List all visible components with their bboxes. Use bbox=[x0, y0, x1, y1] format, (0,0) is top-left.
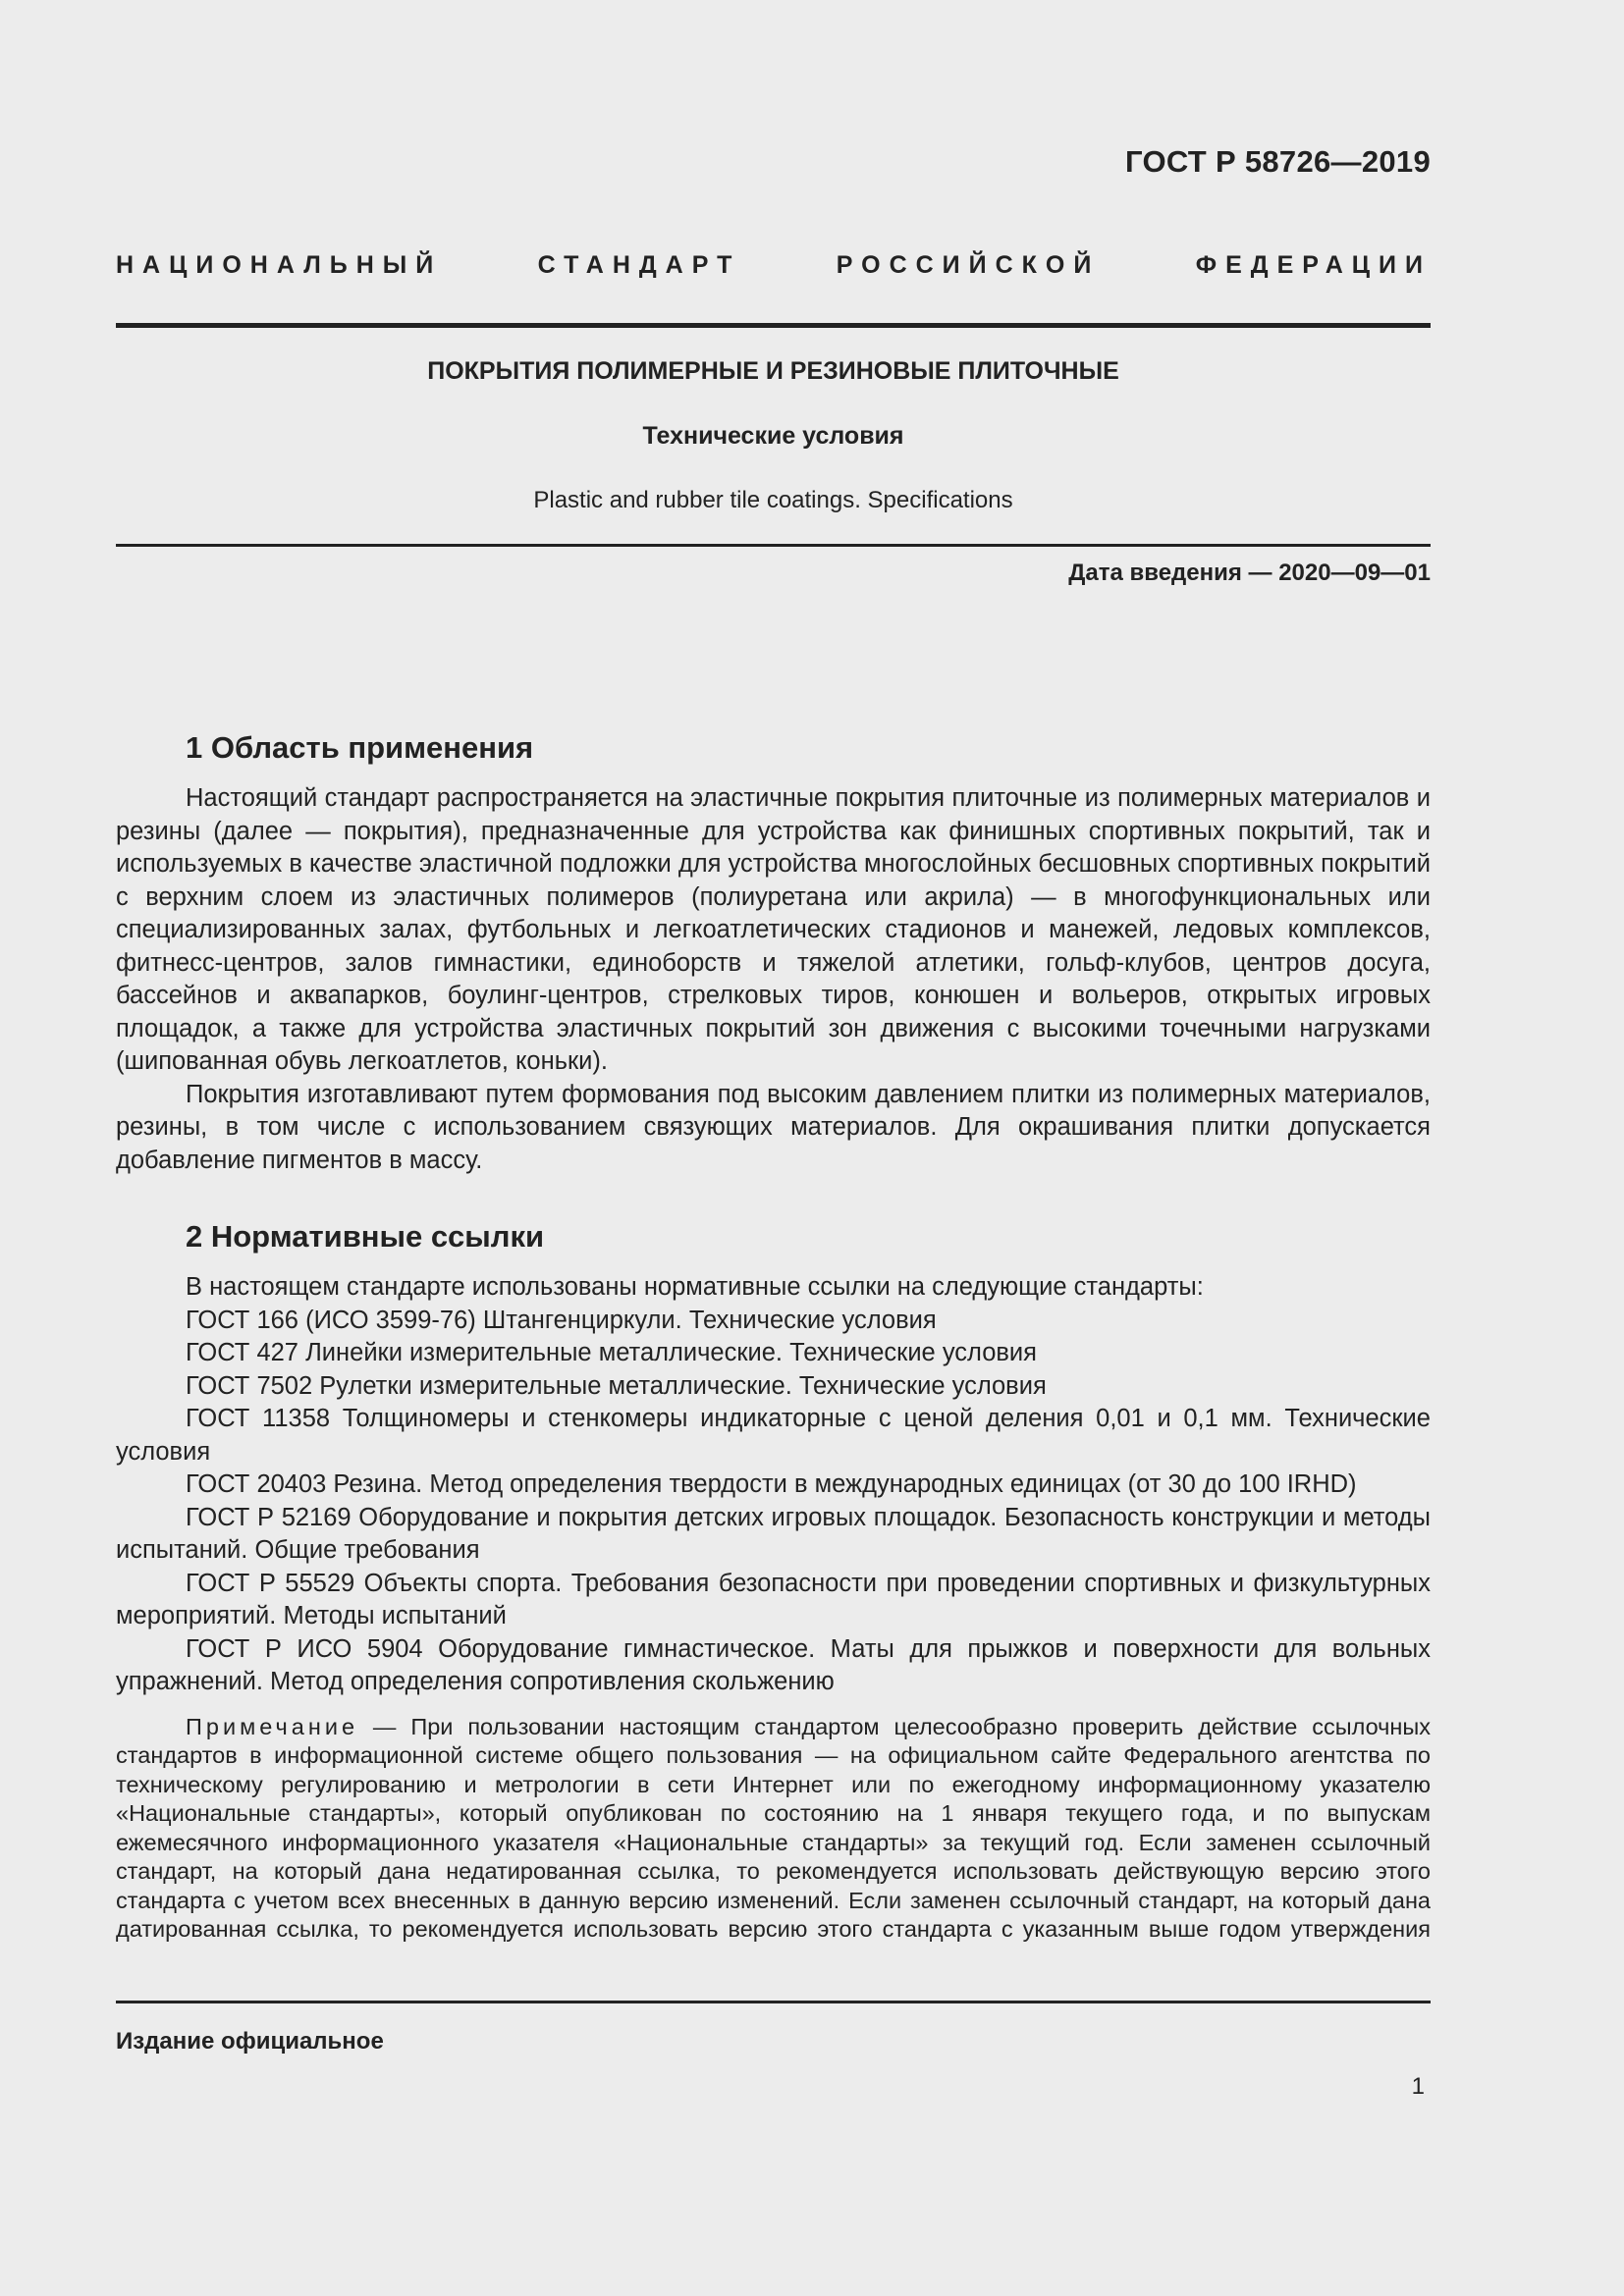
reference-item: ГОСТ Р 52169 Оборудование и покрытия детских игровых площадок. Безопасность конструкции и методы испытаний. Общие требования bbox=[116, 1503, 1431, 1564]
reference-item: ГОСТ 166 (ИСО 3599-76) Штангенциркули. Технические условия bbox=[186, 1306, 937, 1334]
footer-divider bbox=[116, 2001, 1431, 2003]
reference-item: В настоящем стандарте использованы нормативные ссылки на следующие стандарты: bbox=[186, 1273, 1204, 1301]
section-1-paragraph: Покрытия изготавливают путем формования под высоким давлением плитки из полимерных материалов, резины, в том числе с использованием связующих материалов. Для окрашивания плитки допускается добавление пигментов в массу. bbox=[116, 1080, 1431, 1174]
note-text: — При пользовании настоящим стандартом целесообразно проверить действие ссылочных стандартов в информационной системе общего пользования — на официальном сайте Федерального агентства по техническому регулированию и метрологии в сети Интернет или по ежегодному информационному указателю «Национальные стандарты», который опубликован по состоянию на 1 января текущего года, и по выпускам ежемесячного информационного указателя «Национальные стандарты» за текущий год. Если заменен ссылочный стандарт, на который дана недатированная ссылка, то рекомендуется использовать действующую версию этого стандарта с учетом всех внесенных в данную версию изменений. Если заменен ссылочный стандарт, на который дана датированная ссылка, то рекомендуется использовать версию этого стандарта с указанным выше годом утверждения bbox=[116, 1713, 1431, 1942]
section-2-heading: 2 Нормативные ссылки bbox=[186, 1219, 545, 1254]
title-divider bbox=[116, 544, 1431, 547]
reference-item: ГОСТ Р ИСО 5904 Оборудование гимнастическое. Маты для прыжков и поверхности для вольных упражнений. Метод определения сопротивления скольжению bbox=[116, 1634, 1431, 1695]
reference-item: ГОСТ 7502 Рулетки измерительные металлические. Технические условия bbox=[186, 1371, 1047, 1400]
header-divider bbox=[116, 323, 1431, 328]
reference-item: ГОСТ 20403 Резина. Метод определения твердости в международных единицах (от 30 до 100 IRHD) bbox=[186, 1470, 1357, 1498]
note bbox=[116, 1713, 1431, 1945]
reference-item: ГОСТ 427 Линейки измерительные металлические. Технические условия bbox=[186, 1339, 1037, 1366]
document-body bbox=[116, 727, 1431, 1945]
document-subtitle: Технические условия bbox=[642, 422, 904, 450]
reference-item: ГОСТ Р 55529 Объекты спорта. Требования безопасности при проведении спортивных и физкультурных мероприятий. Методы испытаний bbox=[116, 1569, 1431, 1629]
reference-item: ГОСТ 11358 Толщиномеры и стенкомеры индикаторные с ценой деления 0,01 и 0,1 мм. Технические условия bbox=[116, 1405, 1431, 1466]
page-number: 1 bbox=[1411, 2073, 1425, 2100]
introduction-date: Дата введения — 2020—09—01 bbox=[1068, 560, 1431, 586]
section-1-heading: 1 Область применения bbox=[186, 730, 534, 765]
english-title: Plastic and rubber tile coatings. Specifications bbox=[533, 487, 1013, 513]
document-title: ПОКРЫТИЯ ПОЛИМЕРНЫЕ И РЕЗИНОВЫЕ ПЛИТОЧНЫЕ bbox=[427, 357, 1119, 385]
official-edition-label: Издание официальное bbox=[116, 2028, 384, 2055]
section-1-paragraph: Настоящий стандарт распространяется на эластичные покрытия плиточные из полимерных материалов и резины (далее — покрытия), предназначенные для устройства как финишных спортивных покрытий, так и используемых в качестве эластичной подложки для устройства многослойных бесшовных спортивных покрытий с верхним слоем из эластичных полимеров (полиуретана или акрила) — в многофункциональных или специализированных залах, футбольных и легкоатлетических стадионов и манежей, ледовых комплексов, фитнесс-центров, залов гимнастики, единоборств и тяжелой атлетики, гольф-клубов, центров досуга, бассейнов и аквапарков, боулинг-центров, стрелковых тиров, конюшен и вольеров, открытых игровых площадок, а также для устройства эластичных покрытий зон движения с высокими точечными нагрузками (шипованная обувь легкоатлетов, коньки). bbox=[116, 784, 1431, 1075]
standard-code: ГОСТ Р 58726—2019 bbox=[1125, 144, 1431, 179]
national-standard-banner: НАЦИОНАЛЬНЫЙ СТАНДАРТ РОССИЙСКОЙ ФЕДЕРАЦИИ bbox=[116, 251, 1432, 279]
note-label: Примечание bbox=[186, 1713, 359, 1739]
